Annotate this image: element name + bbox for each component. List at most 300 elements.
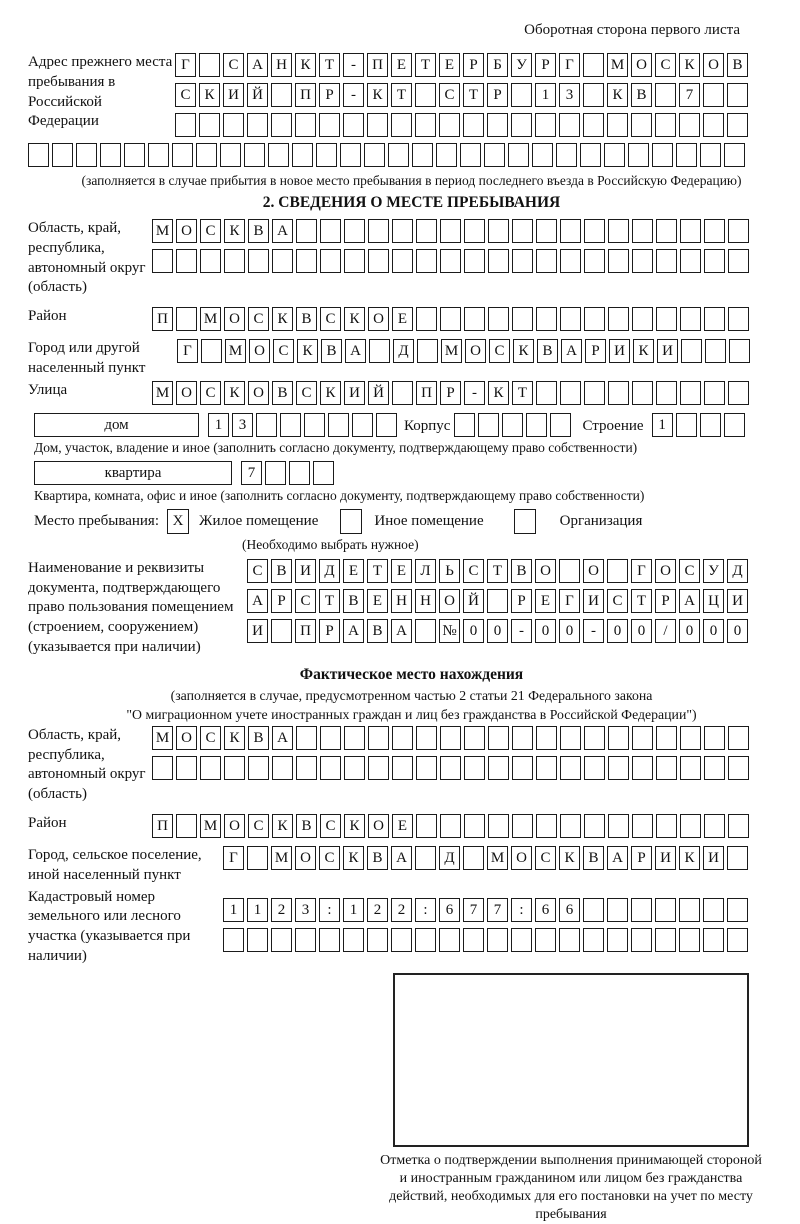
char-box: 7 — [679, 83, 700, 107]
prev-address-row-3[interactable] — [175, 113, 795, 139]
doc-row-2[interactable] — [247, 589, 795, 615]
char-box: О — [224, 814, 245, 838]
char-box — [535, 928, 556, 952]
char-box: 0 — [631, 619, 652, 643]
factual-oblast-row-2[interactable] — [152, 756, 795, 782]
char-box: 3 — [232, 413, 253, 437]
char-box — [607, 113, 628, 137]
dom-note: Дом, участок, владение и иное (заполнить согласно документу, подтверждающему право собственности) — [34, 439, 638, 455]
char-box: Е — [392, 814, 413, 838]
char-box: 1 — [223, 898, 244, 922]
prev-address-row-1[interactable] — [175, 53, 795, 79]
char-box: Е — [367, 589, 388, 613]
char-box — [584, 249, 605, 273]
char-box — [415, 113, 436, 137]
char-box — [656, 219, 677, 243]
char-box — [632, 219, 653, 243]
char-box: Т — [487, 559, 508, 583]
char-box: О — [176, 219, 197, 243]
char-box — [391, 113, 412, 137]
char-box — [704, 219, 725, 243]
char-box: И — [223, 83, 244, 107]
char-box: № — [439, 619, 460, 643]
char-box — [728, 219, 749, 243]
field-label-prev-address: Адрес прежнего места пребывания в Российской Федерации — [28, 54, 173, 130]
raion-row[interactable] — [152, 307, 795, 333]
char-box — [681, 339, 702, 363]
factual-gorod-row[interactable] — [223, 846, 795, 872]
char-box: Л — [415, 559, 436, 583]
char-box: К — [679, 846, 700, 870]
char-box: К — [344, 307, 365, 331]
char-box — [560, 814, 581, 838]
char-box: М — [200, 814, 221, 838]
char-box: С — [247, 559, 268, 583]
char-box — [700, 413, 721, 437]
char-box — [272, 249, 293, 273]
char-box: 0 — [559, 619, 580, 643]
gorod-row[interactable] — [177, 339, 795, 365]
char-box: Д — [727, 559, 748, 583]
stroenie-cells[interactable] — [652, 413, 748, 439]
char-box: 1 — [652, 413, 673, 437]
char-box: О — [535, 559, 556, 583]
char-box — [388, 143, 409, 167]
char-box: О — [248, 381, 269, 405]
char-box: Р — [440, 381, 461, 405]
char-box — [512, 307, 533, 331]
char-box: О — [176, 381, 197, 405]
char-box — [583, 928, 604, 952]
char-box — [526, 413, 547, 437]
ulitsa-row[interactable] — [152, 381, 795, 407]
char-box — [487, 589, 508, 613]
char-box: П — [295, 83, 316, 107]
char-box: 1 — [343, 898, 364, 922]
char-box — [376, 413, 397, 437]
char-box — [608, 249, 629, 273]
char-box: В — [631, 83, 652, 107]
checkbox-organizatsiya[interactable] — [514, 509, 536, 535]
char-box — [680, 726, 701, 750]
char-box — [608, 219, 629, 243]
char-box — [320, 219, 341, 243]
char-box: В — [343, 589, 364, 613]
char-box: Г — [177, 339, 198, 363]
prev-address-note: (заполняется в случае прибытия в новое место пребывания в период последнего въезда в Российскую Федерацию) — [81, 173, 742, 188]
char-box — [196, 143, 217, 167]
char-box — [656, 756, 677, 780]
char-box — [224, 756, 245, 780]
char-box — [679, 898, 700, 922]
char-box: С — [655, 53, 676, 77]
char-box — [704, 756, 725, 780]
char-box — [343, 113, 364, 137]
char-box: М — [271, 846, 292, 870]
char-box — [700, 143, 721, 167]
char-box: К — [272, 814, 293, 838]
char-box — [487, 928, 508, 952]
char-box: С — [439, 83, 460, 107]
char-box — [703, 928, 724, 952]
char-box — [152, 249, 173, 273]
char-box: А — [272, 219, 293, 243]
char-box — [536, 756, 557, 780]
char-box — [536, 307, 557, 331]
char-box — [511, 928, 532, 952]
factual-raion-row[interactable] — [152, 814, 795, 840]
prev-address-row-2[interactable] — [175, 83, 795, 109]
char-box: А — [272, 726, 293, 750]
char-box — [559, 113, 580, 137]
char-box — [295, 113, 316, 137]
char-box: К — [343, 846, 364, 870]
char-box — [412, 143, 433, 167]
char-box: О — [176, 726, 197, 750]
char-box: Д — [319, 559, 340, 583]
char-box: Й — [463, 589, 484, 613]
char-box — [727, 846, 748, 870]
char-box — [703, 898, 724, 922]
char-box — [583, 898, 604, 922]
char-box — [680, 219, 701, 243]
char-box: В — [248, 726, 269, 750]
char-box — [368, 249, 389, 273]
mesto-note: (Необходимо выбрать нужное) — [242, 536, 419, 552]
char-box: Р — [463, 53, 484, 77]
char-box — [440, 219, 461, 243]
char-box: 0 — [463, 619, 484, 643]
char-box — [704, 249, 725, 273]
korpus-cells[interactable] — [454, 413, 574, 439]
char-box — [440, 756, 461, 780]
char-box: В — [537, 339, 558, 363]
doc-row-1[interactable] — [247, 559, 795, 585]
char-box — [556, 143, 577, 167]
char-box — [487, 113, 508, 137]
char-box — [512, 756, 533, 780]
char-box — [511, 113, 532, 137]
char-box — [463, 928, 484, 952]
char-box: А — [679, 589, 700, 613]
char-box: С — [295, 589, 316, 613]
char-box — [608, 726, 629, 750]
char-box — [416, 726, 437, 750]
char-box — [729, 339, 750, 363]
checkbox-zhiloe-pomeshchenie[interactable] — [167, 509, 189, 535]
char-box — [392, 381, 413, 405]
char-box: С — [248, 814, 269, 838]
char-box: 3 — [295, 898, 316, 922]
char-box: М — [152, 219, 173, 243]
char-box: Е — [535, 589, 556, 613]
stamp-area — [393, 973, 749, 1147]
mesto-label: Место пребывания: — [34, 513, 159, 530]
char-box: В — [296, 814, 317, 838]
char-box: С — [200, 726, 221, 750]
char-box — [676, 413, 697, 437]
field-dom-row — [28, 413, 795, 439]
char-box — [176, 307, 197, 331]
char-box — [703, 83, 724, 107]
char-box — [488, 756, 509, 780]
char-box — [607, 898, 628, 922]
char-box — [655, 83, 676, 107]
char-box — [172, 143, 193, 167]
char-box — [392, 756, 413, 780]
field-cadastre — [28, 888, 795, 967]
char-box: К — [344, 814, 365, 838]
factual-subtitle-1: (заполняется в случае, предусмотренном частью 2 статьи 21 Федерального закона — [170, 687, 653, 703]
char-box: С — [248, 307, 269, 331]
char-box: О — [224, 307, 245, 331]
cadastre-row-1[interactable] — [223, 898, 795, 924]
char-box — [656, 381, 677, 405]
char-box — [512, 249, 533, 273]
char-box — [364, 143, 385, 167]
char-box — [488, 814, 509, 838]
char-box: Й — [247, 83, 268, 107]
char-box: 6 — [559, 898, 580, 922]
char-box — [367, 928, 388, 952]
char-box — [415, 846, 436, 870]
char-box — [703, 113, 724, 137]
char-box — [632, 756, 653, 780]
char-box — [304, 413, 325, 437]
char-box — [176, 814, 197, 838]
dom-preprinted-box: дом — [34, 413, 199, 437]
char-box: Р — [511, 589, 532, 613]
char-box: Т — [463, 83, 484, 107]
char-box: В — [271, 559, 292, 583]
char-box — [247, 113, 268, 137]
char-box — [296, 756, 317, 780]
char-box — [296, 249, 317, 273]
char-box: Р — [319, 619, 340, 643]
checkbox-inoe-pomeshchenie[interactable] — [340, 509, 362, 535]
char-box: С — [607, 589, 628, 613]
field-mesto-prebyvaniya — [34, 509, 795, 535]
char-box — [454, 413, 475, 437]
char-box — [124, 143, 145, 167]
char-box — [439, 928, 460, 952]
char-box: Н — [271, 53, 292, 77]
char-box — [247, 846, 268, 870]
char-box — [727, 898, 748, 922]
char-box: У — [511, 53, 532, 77]
char-box: Т — [367, 559, 388, 583]
char-box — [728, 307, 749, 331]
char-box: 0 — [703, 619, 724, 643]
char-box: К — [367, 83, 388, 107]
char-box — [199, 53, 220, 77]
char-box: Г — [559, 589, 580, 613]
char-box: В — [727, 53, 748, 77]
char-box — [632, 249, 653, 273]
char-box: И — [247, 619, 268, 643]
oblast-row-1[interactable] — [152, 219, 795, 245]
char-box: 7 — [487, 898, 508, 922]
char-box: В — [367, 846, 388, 870]
char-box: Ь — [439, 559, 460, 583]
char-box — [680, 814, 701, 838]
char-box: С — [320, 307, 341, 331]
char-box: В — [511, 559, 532, 583]
char-box: П — [152, 814, 173, 838]
char-box — [704, 814, 725, 838]
char-box — [676, 143, 697, 167]
char-box — [296, 726, 317, 750]
char-box: И — [583, 589, 604, 613]
char-box — [508, 143, 529, 167]
char-box: С — [535, 846, 556, 870]
char-box — [289, 461, 310, 485]
char-box — [631, 898, 652, 922]
char-box — [559, 928, 580, 952]
char-box: М — [487, 846, 508, 870]
char-box — [200, 249, 221, 273]
char-box: С — [223, 53, 244, 77]
prev-address-row-4[interactable] — [28, 143, 795, 169]
field-factual-raion — [28, 814, 795, 844]
char-box: С — [489, 339, 510, 363]
char-box: 0 — [535, 619, 556, 643]
char-box: 6 — [535, 898, 556, 922]
kvartira-cells[interactable] — [241, 461, 337, 487]
char-box — [583, 83, 604, 107]
char-box — [608, 381, 629, 405]
char-box — [463, 846, 484, 870]
char-box: В — [367, 619, 388, 643]
char-box: - — [511, 619, 532, 643]
char-box — [560, 249, 581, 273]
char-box: К — [224, 381, 245, 405]
char-box: Т — [415, 53, 436, 77]
char-box: К — [559, 846, 580, 870]
char-box: Н — [391, 589, 412, 613]
char-box — [536, 381, 557, 405]
field-kvartira-row — [28, 461, 795, 487]
char-box — [272, 756, 293, 780]
char-box — [655, 928, 676, 952]
char-box — [632, 307, 653, 331]
char-box — [584, 307, 605, 331]
char-box — [727, 113, 748, 137]
char-box: В — [321, 339, 342, 363]
char-box — [584, 219, 605, 243]
char-box — [488, 219, 509, 243]
char-box: Р — [655, 589, 676, 613]
char-box — [632, 381, 653, 405]
char-box — [392, 249, 413, 273]
char-box — [679, 113, 700, 137]
char-box: С — [679, 559, 700, 583]
char-box — [391, 928, 412, 952]
char-box: Т — [319, 589, 340, 613]
char-box: Т — [391, 83, 412, 107]
field-label-raion: Район — [28, 308, 67, 325]
char-box — [320, 249, 341, 273]
char-box: О — [703, 53, 724, 77]
char-box: 2 — [367, 898, 388, 922]
zhiloe-pomeshchenie-label: Жилое помещение — [199, 513, 319, 530]
field-doc — [28, 559, 795, 658]
cadastre-row-2[interactable] — [223, 928, 795, 954]
char-box: 7 — [241, 461, 262, 485]
char-box: А — [607, 846, 628, 870]
char-box — [463, 113, 484, 137]
char-box — [319, 928, 340, 952]
char-box — [368, 726, 389, 750]
char-box — [271, 928, 292, 952]
char-box: А — [561, 339, 582, 363]
char-box — [632, 726, 653, 750]
factual-oblast-row-1[interactable] — [152, 726, 795, 752]
char-box: 3 — [559, 83, 580, 107]
char-box — [512, 726, 533, 750]
char-box — [655, 898, 676, 922]
char-box — [319, 113, 340, 137]
char-box: Т — [631, 589, 652, 613]
char-box — [559, 559, 580, 583]
char-box: С — [200, 219, 221, 243]
char-box: С — [200, 381, 221, 405]
char-box: О — [295, 846, 316, 870]
char-box: О — [249, 339, 270, 363]
char-box — [440, 249, 461, 273]
char-box — [460, 143, 481, 167]
char-box: О — [368, 307, 389, 331]
char-box: Т — [319, 53, 340, 77]
oblast-row-2[interactable] — [152, 249, 795, 275]
char-box: И — [657, 339, 678, 363]
char-box — [680, 307, 701, 331]
char-box: Р — [585, 339, 606, 363]
char-box — [176, 249, 197, 273]
char-box — [728, 726, 749, 750]
char-box — [464, 726, 485, 750]
char-box — [628, 143, 649, 167]
char-box — [705, 339, 726, 363]
doc-row-3[interactable] — [247, 619, 795, 645]
char-box: С — [296, 381, 317, 405]
char-box: К — [297, 339, 318, 363]
char-box — [415, 83, 436, 107]
char-box — [344, 249, 365, 273]
char-box: С — [319, 846, 340, 870]
char-box — [416, 249, 437, 273]
char-box: И — [295, 559, 316, 583]
char-box — [484, 143, 505, 167]
dom-number-cells[interactable] — [208, 413, 400, 439]
char-box — [488, 307, 509, 331]
char-box — [265, 461, 286, 485]
char-box — [536, 726, 557, 750]
korpus-label: Корпус — [404, 417, 451, 434]
char-box: Г — [631, 559, 652, 583]
char-box: К — [513, 339, 534, 363]
char-box — [295, 928, 316, 952]
char-box — [100, 143, 121, 167]
char-box — [52, 143, 73, 167]
char-box — [607, 928, 628, 952]
field-raion — [28, 307, 795, 337]
char-box — [608, 814, 629, 838]
char-box: 1 — [208, 413, 229, 437]
char-box — [536, 814, 557, 838]
char-box — [560, 307, 581, 331]
char-box — [560, 219, 581, 243]
